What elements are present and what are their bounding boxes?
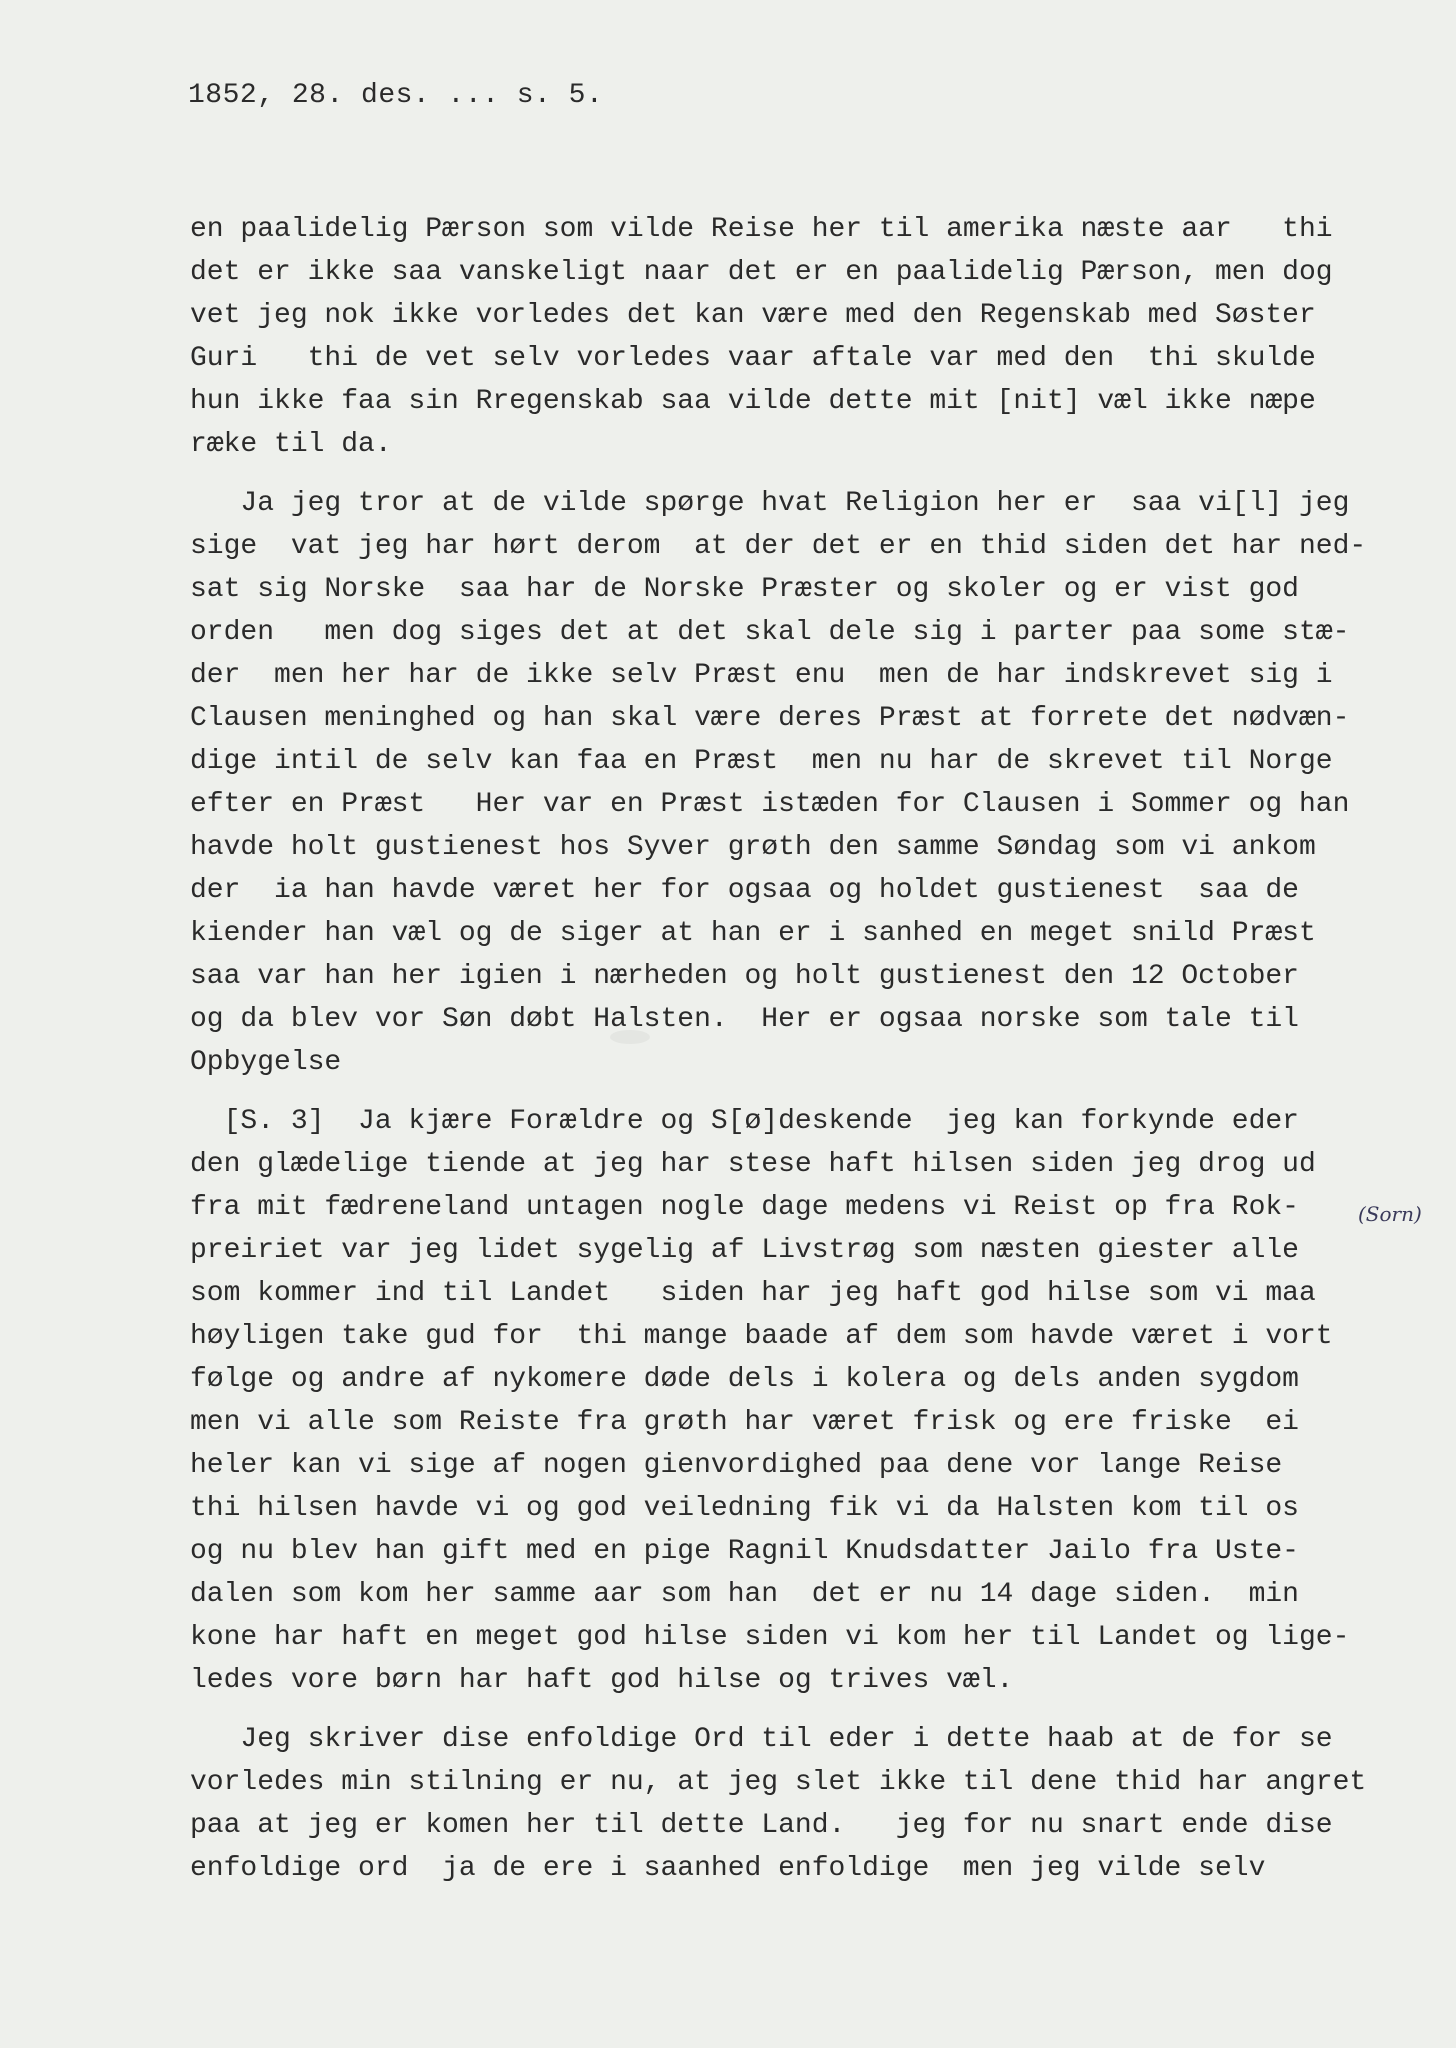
text-line: vorledes min stilning er nu, at jeg slet ikke til dene thid har angret [190,1767,1367,1798]
paragraph-gap [190,1702,1410,1718]
text-line: og da blev vor Søn døbt Halsten. Her er ogsaa norske som tale til [190,1004,1299,1035]
paragraph [190,482,1410,1084]
text-line: vet jeg nok ikke vorledes det kan være med den Regenskab med Søster [190,300,1316,331]
text-line: der ia han havde været her for ogsaa og holdet gustienest saa de [190,875,1299,906]
paragraph-gap [190,466,1410,482]
text-line: paa at jeg er komen her til dette Land. jeg for nu snart ende dise [190,1810,1333,1841]
text-line: Jeg skriver dise enfoldige Ord til eder i dette haab at de for se [190,1724,1333,1755]
text-line: preiriet var jeg lidet sygelig af Livstrøg som næsten giester alle [190,1235,1299,1266]
document-body [190,208,1410,1890]
text-line: der men her har de ikke selv Præst enu men de har indskrevet sig i [190,660,1333,691]
text-line: Guri thi de vet selv vorledes vaar aftale var med den thi skulde [190,343,1316,374]
text-line: Opbygelse [190,1047,342,1078]
text-line: en paalidelig Pærson som vilde Reise her til amerika næste aar thi [190,214,1333,245]
document-header: 1852, 28. des. ... s. 5. [188,80,604,111]
text-line: Clausen meninghed og han skal være deres Præst at forrete det nødvæn- [190,703,1350,734]
text-line: thi hilsen havde vi og god veiledning fik vi da Halsten kom til os [190,1493,1299,1524]
paragraph [190,1100,1410,1702]
text-line: sige vat jeg har hørt derom at der det er en thid siden det har ned- [190,531,1367,562]
text-line: Ja jeg tror at de vilde spørge hvat Religion her er saa vi[l] jeg [190,488,1350,519]
text-line: efter en Præst Her var en Præst istæden for Clausen i Sommer og han [190,789,1350,820]
paragraph-gap [190,1084,1410,1100]
text-line: sat sig Norske saa har de Norske Præster og skoler og er vist god [190,574,1299,605]
text-line: saa var han her igien i nærheden og holt gustienest den 12 October [190,961,1299,992]
text-line: dige intil de selv kan faa en Præst men nu har de skrevet til Norge [190,746,1333,777]
paragraph [190,1718,1410,1890]
text-line: ræke til da. [190,429,392,460]
text-line: heler kan vi sige af nogen gienvordighed paa dene vor lange Reise [190,1450,1283,1481]
text-line: enfoldige ord ja de ere i saanhed enfoldige men jeg vilde selv [190,1853,1266,1884]
margin-annotation: (Sorn) [1358,1202,1422,1226]
text-line: ledes vore børn har haft god hilse og trives væl. [190,1665,1014,1696]
text-line: orden men dog siges det at det skal dele sig i parter paa some stæ- [190,617,1350,648]
text-line: kone har haft en meget god hilse siden vi kom her til Landet og lige- [190,1622,1350,1653]
text-line: den glædelige tiende at jeg har stese haft hilsen siden jeg drog ud [190,1149,1316,1180]
text-line: hun ikke faa sin Rregenskab saa vilde dette mit [nit] væl ikke næpe [190,386,1316,417]
text-line: følge og andre af nykomere døde dels i kolera og dels anden sygdom [190,1364,1299,1395]
text-line: dalen som kom her samme aar som han det er nu 14 dage siden. min [190,1579,1299,1610]
text-line: høyligen take gud for thi mange baade af dem som havde været i vort [190,1321,1333,1352]
text-line: som kommer ind til Landet siden har jeg haft god hilse som vi maa [190,1278,1316,1309]
paragraph [190,208,1410,466]
text-line: kiender han væl og de siger at han er i sanhed en meget snild Præst [190,918,1316,949]
text-line: fra mit fædreneland untagen nogle dage medens vi Reist op fra Rok- [190,1192,1299,1223]
text-line: men vi alle som Reiste fra grøth har været frisk og ere friske ei [190,1407,1299,1438]
text-line: det er ikke saa vanskeligt naar det er en paalidelig Pærson, men dog [190,257,1333,288]
text-line: havde holt gustienest hos Syver grøth den samme Søndag som vi ankom [190,832,1316,863]
text-line: [S. 3] Ja kjære Forældre og S[ø]deskende jeg kan forkynde eder [190,1106,1299,1137]
text-line: og nu blev han gift med en pige Ragnil Knudsdatter Jailo fra Uste- [190,1536,1299,1567]
